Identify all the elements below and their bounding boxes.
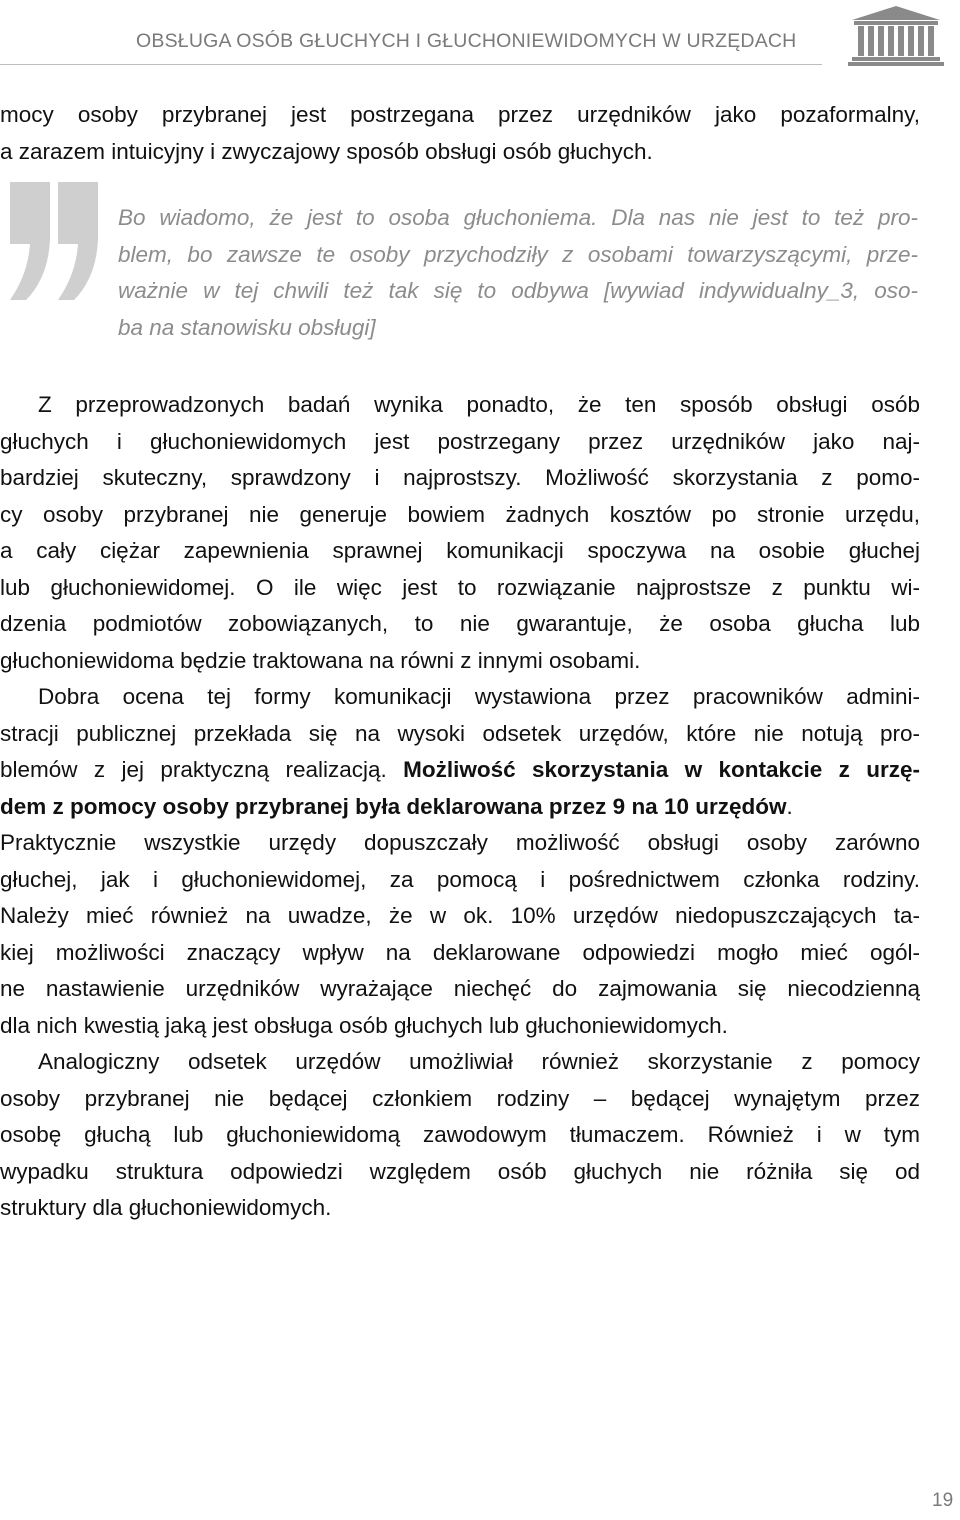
text-line: kiej możliwości znaczący wpływ na deklarowane odpowiedzi mogło mieć ogól- <box>0 939 920 965</box>
text-run: blemów z jej praktyczną realizacją. <box>0 757 404 782</box>
text-line: głuchoniewidoma będzie traktowana na równi z innymi osobami. <box>0 647 641 673</box>
text-line: głuchej, jak i głuchoniewidomej, za pomocą i pośrednictwem członka rodziny. <box>0 866 920 892</box>
quote-line: ważnie w tej chwili też tak się to odbywa [wywiad indywidualny_3, oso- <box>118 278 918 303</box>
quote-line: ba na stanowisku obsługi] <box>118 314 376 340</box>
text-line: bardziej skuteczny, sprawdzony i najprostszy. Możliwość skorzystania z pomo- <box>0 465 920 490</box>
text-line: a cały ciężar zapewnienia sprawnej komunikacji spoczywa na osobie głuchej <box>0 538 920 563</box>
text-line: dzenia podmiotów zobowiązanych, to nie gwarantuje, że osoba głucha lub <box>0 611 920 636</box>
text-line: struktury dla głuchoniewidomych. <box>0 1195 332 1220</box>
text-line: Analogiczny odsetek urzędów umożliwiał również skorzystanie z pomocy <box>38 1049 920 1074</box>
bold-highlight: Możliwość skorzystania w kontakcie z urzę- <box>403 757 920 782</box>
text-line <box>0 789 920 826</box>
text-line: lub głuchoniewidomej. O ile więc jest to rozwiązanie najprostsze z punktu wi- <box>0 574 920 600</box>
bold-highlight: dem z pomocy osoby przybranej była deklarowana przez 9 na 10 urzędów <box>0 793 787 819</box>
closing-quotation-mark-icon <box>0 170 110 310</box>
text-line: stracji publicznej przekłada się na wysoki odsetek urzędów, które nie notują pro- <box>0 720 920 746</box>
paragraph-assessment <box>0 679 920 1044</box>
header-rule <box>0 64 822 65</box>
text-line: Dobra ocena tej formy komunikacji wystawiona przez pracowników admini- <box>38 684 920 709</box>
paragraph-analogous <box>0 1044 920 1227</box>
running-header: OBSŁUGA OSÓB GŁUCHYCH I GŁUCHONIEWIDOMYCH W URZĘDACH <box>136 30 797 52</box>
quote-line: Bo wiadomo, że jest to osoba głuchoniema. Dla nas nie jest to też pro- <box>118 205 918 230</box>
quote-line: blem, bo zawsze te osoby przychodziły z osobami towarzyszącymi, prze- <box>118 241 918 267</box>
text-run: . <box>786 793 793 819</box>
text-line: wypadku struktura odpowiedzi względem osób głuchych nie różniła się od <box>0 1158 920 1184</box>
text-line: Należy mieć również na uwadze, że w ok. 10% urzędów niedopuszczających ta- <box>0 903 920 928</box>
text-line: mocy osoby przybranej jest postrzegana przez urzędników jako pozaformalny, <box>0 102 920 127</box>
text-line: głuchych i głuchoniewidomych jest postrzegany przez urzędników jako naj- <box>0 428 920 454</box>
page-number: 19 <box>932 1490 954 1511</box>
paragraph-research-findings <box>0 387 920 679</box>
intro-paragraph <box>0 97 920 170</box>
text-line <box>0 752 920 789</box>
text-line: Praktycznie wszystkie urzędy dopuszczały możliwość obsługi osoby zarówno <box>0 830 920 855</box>
text-line: osoby przybranej nie będącej członkiem rodziny – będącej wynajętym przez <box>0 1085 920 1111</box>
text-line: cy osoby przybranej nie generuje bowiem żadnych kosztów po stronie urzędu, <box>0 501 920 527</box>
text-line: dla nich kwestią jaką jest obsługa osób głuchych lub głuchoniewidomych. <box>0 1012 728 1038</box>
text-line: a zarazem intuicyjny i zwyczajowy sposób obsługi osób głuchych. <box>0 138 653 164</box>
text-line: osobę głuchą lub głuchoniewidomą zawodowym tłumaczem. Również i w tym <box>0 1122 920 1147</box>
interview-quote <box>118 200 918 346</box>
text-line: ne nastawienie urzędników wyrażające niechęć do zajmowania się niecodzienną <box>0 976 920 1001</box>
building-logo-icon <box>848 4 944 68</box>
text-line: Z przeprowadzonych badań wynika ponadto, że ten sposób obsługi osób <box>38 392 920 417</box>
